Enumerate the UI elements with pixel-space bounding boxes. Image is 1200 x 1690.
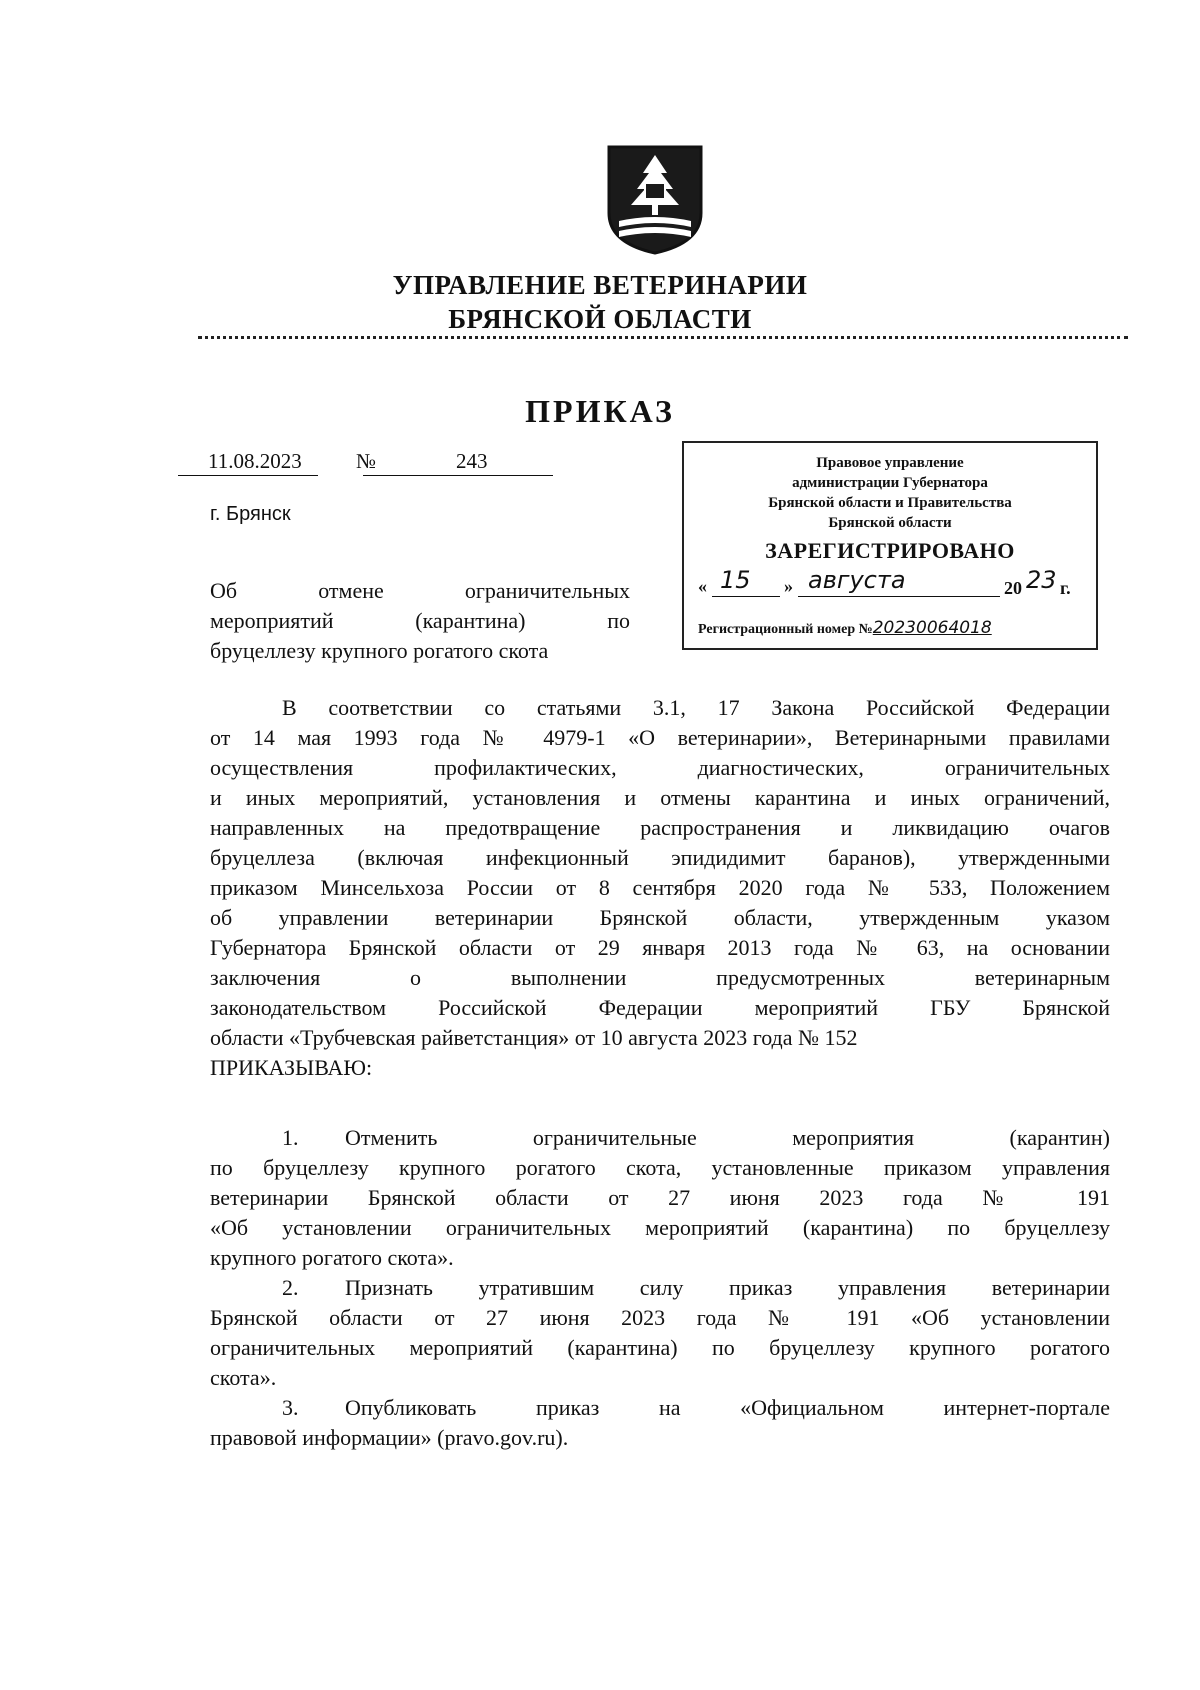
document-date: 11.08.2023 [208,449,302,473]
stamp-org-line: администрации Губернатора [792,475,988,491]
subject-line: мероприятий (карантина) по [210,608,630,633]
document-subject [210,576,630,666]
item-line: скота». [210,1365,277,1390]
item-line: крупного рогатого скота». [210,1245,454,1270]
item-number: 2. [282,1275,299,1300]
number-label: № [356,449,377,473]
item-line: Отменить ограничительные мероприятия (карантин) [345,1125,1110,1150]
stamp-registration [698,618,1090,638]
preamble-line: от 14 мая 1993 года № 4979-1 «О ветеринарии», Ветеринарными правилами [210,725,1110,750]
org-name-line2: БРЯНСКОЙ ОБЛАСТИ [448,304,752,334]
item-line: Признать утратившим силу приказ управления ветеринарии [345,1275,1110,1300]
subject-line: Об отмене ограничительных [210,578,630,603]
preamble-line: приказом Минсельхоза России от 8 сентября 2020 года № 533, Положением [210,875,1110,900]
preamble-line: об управлении ветеринарии Брянской области, утвержденным указом [210,905,1110,930]
item-line: «Об установлении ограничительных мероприятий (карантина) по бруцеллезу [210,1215,1110,1240]
document-type-title: ПРИКАЗ [525,393,675,429]
stamp-date: « 15 » августа 20 23 г. [698,566,1071,598]
stamp-org-line: Брянской области и Правительства [768,495,1012,511]
stamp-status: ЗАРЕГИСТРИРОВАНО [765,538,1015,563]
stamp-month: августа [808,566,906,594]
preamble-line: Губернатора Брянской области от 29 января 2013 года № 63, на основании [210,935,1110,960]
order-item-1 [210,1123,1110,1273]
stamp-day: 15 [720,566,751,594]
preamble-line: направленных на предотвращение распространения и ликвидацию очагов [210,815,1110,840]
item-line: правовой информации» (pravo.gov.ru). [210,1425,569,1450]
item-number: 1. [282,1125,299,1150]
coat-of-arms-icon [605,143,705,257]
stamp-org-line: Брянской области [828,515,952,531]
preamble-line: области «Трубчевская райветстанция» от 10 августа 2023 года № 152 [210,1025,858,1050]
preamble-line: бруцеллеза (включая инфекционный эпидидимит баранов), утвержденными [210,845,1110,870]
stamp-year: 23 [1026,566,1057,594]
order-item-3 [210,1393,1110,1453]
item-number: 3. [282,1395,299,1420]
item-line: Опубликовать приказ на «Официальном интернет-портале [345,1395,1110,1420]
preamble-line: осуществления профилактических, диагностических, ограничительных [210,755,1110,780]
item-line: ограничительных мероприятий (карантина) по бруцеллезу крупного рогатого [210,1335,1110,1360]
date-number-line [178,449,558,477]
preamble-line: и иных мероприятий, установления и отмены карантина и иных ограничений, [210,785,1110,810]
order-keyword: ПРИКАЗЫВАЮ: [210,1055,373,1080]
preamble-line: В соответствии со статьями 3.1, 17 Закона Российской Федерации [282,695,1110,720]
preamble-line: заключения о выполнении предусмотренных ветеринарным [210,965,1110,990]
header-divider [198,336,1128,339]
city: г. Брянск [210,503,291,525]
item-line: по бруцеллезу крупного рогатого скота, установленные приказом управления [210,1155,1110,1180]
stamp-org-line: Правовое управление [816,455,964,471]
document-number: 243 [456,449,488,473]
preamble-line: законодательством Российской Федерации мероприятий ГБУ Брянской [210,995,1110,1020]
order-item-2 [210,1273,1110,1393]
item-line: ветеринарии Брянской области от 27 июня 2023 года № 191 [210,1185,1110,1210]
stamp-reg-number: 20230064018 [872,618,992,638]
stamp-reg-label: Регистрационный номер № [698,622,873,637]
subject-line: бруцеллезу крупного рогатого скота [210,638,549,663]
registration-stamp [682,441,1098,650]
item-line: Брянской области от 27 июня 2023 года № 191 «Об установлении [210,1305,1110,1330]
preamble-paragraph [210,693,1110,1083]
org-name-line1: УПРАВЛЕНИЕ ВЕТЕРИНАРИИ [392,270,808,300]
order-items [210,1123,1110,1453]
